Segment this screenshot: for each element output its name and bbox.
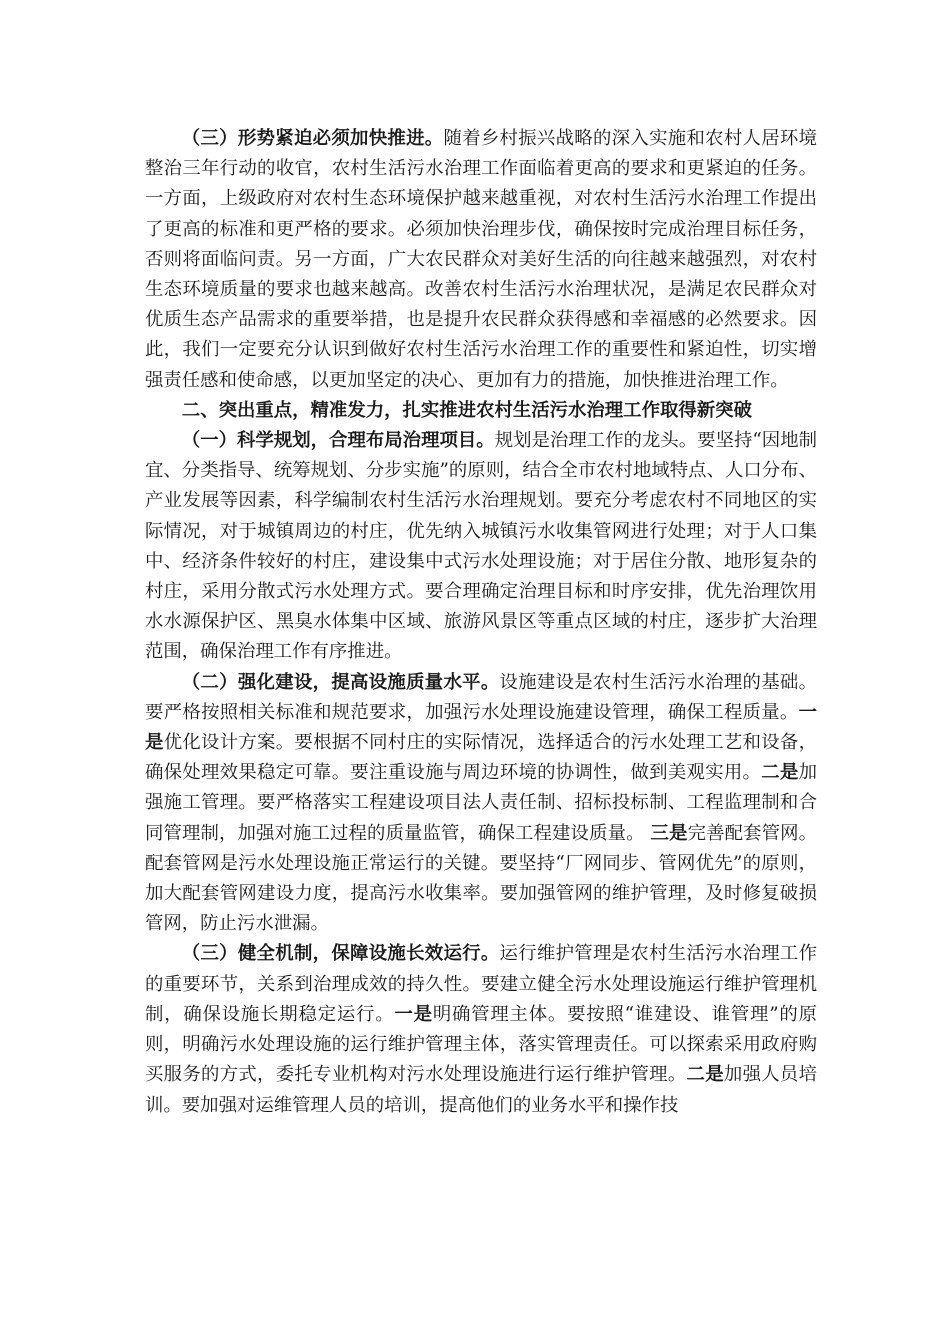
enum-marker-first: 一是: [394, 1003, 433, 1025]
paragraph-text: 明确管理主体。要按照“谁建设、谁管理”的原则，明确污水处理设施的运行维护管理主体，落实管理责任。可以探索采用政府购买服务的方式，委托专业机构对污水处理设施进行运行维护管理。: [145, 1003, 817, 1086]
paragraph-mechanism: [145, 939, 817, 1120]
paragraph-lead: （一）科学规划，合理布局治理项目。: [181, 430, 495, 452]
paragraph-construction: [145, 668, 817, 940]
document-body: [145, 124, 817, 1121]
paragraph-text: 加强人员培训。要加强对运维管理人员的培训，提高他们的业务水平和操作技: [145, 1064, 817, 1116]
paragraph-text: 完善配套管网。配套管网是污水处理设施正常运行的关键。要坚持“厂网同步、管网优先”的原则，加大配套管网建设力度，提高污水收集率。要加强管网的维护管理，及时修复破损管网，防止污水泄漏。: [145, 822, 817, 935]
paragraph-lead: （三）健全机制，保障设施长效运行。: [181, 943, 500, 965]
paragraph-text: 优化设计方案。要根据不同村庄的实际情况，选择适合的污水处理工艺和设备，确保处理效果稳定可靠。要注重设施与周边环境的协调性，做到美观实用。: [145, 732, 817, 784]
paragraph-text: 加强施工管理。要严格落实工程建设项目法人责任制、招标投标制、工程监理制和合同管理制，加强对施工过程的质量监管，确保工程建设质量。: [145, 762, 817, 844]
section-heading: 二、突出重点，精准发力，扎实推进农村生活污水治理工作取得新突破: [181, 399, 752, 421]
paragraph-text: 随着乡村振兴战略的深入实施和农村人居环境整治三年行动的收官，农村生活污水治理工作面临着更高的要求和更紧迫的任务。一方面，上级政府对农村生态环境保护越来越重视，对农村生活污水治理工作提出了更高的标准和更严格的要求。必须加快治理步伐，确保按时完成治理目标任务，否则将面临问责。另一方面，广大农民群众对美好生活的向往越来越强烈，对农村生态环境质量的要求也越来越高。改善农村生活污水治理状况，是满足农民群众对优质生态产品需求的重要举措，也是提升农民群众获得感和幸福感的必然要求。因此，我们一定要充分认识到做好农村生活污水治理工作的重要性和紧迫性，切实增强责任感和使命感，以更加坚定的决心、更加有力的措施，加快推进治理工作。: [145, 128, 817, 391]
enum-marker-first: 一是: [145, 701, 817, 754]
paragraph-text: 规划是治理工作的龙头。要坚持“因地制宜、分类指导、统筹规划、分步实施”的原则，结合全市农村地域特点、人口分布、产业发展等因素，科学编制农村生活污水治理规划。要充分考虑农村不同地区的实际情况，对于城镇周边的村庄，优先纳入城镇污水收集管网进行处理；对于人口集中、经济条件较好的村庄，建设集中式污水处理设施；对于居住分散、地形复杂的村庄，采用分散式污水处理方式。要合理确定治理目标和时序安排，优先治理饮用水水源保护区、黑臭水体集中区域、旅游风景区等重点区域的村庄，逐步扩大治理范围，确保治理工作有序推进。: [145, 430, 817, 663]
paragraph-text: 运行维护管理是农村生活污水治理工作的重要环节，关系到治理成效的持久性。要建立健全污水处理设施运行维护管理机制，确保设施长期稳定运行。: [145, 943, 817, 1025]
paragraph-planning: [145, 426, 817, 668]
paragraph-lead: （二）强化建设，提高设施质量水平。: [181, 671, 500, 693]
enum-marker-third: 三是: [650, 822, 688, 844]
paragraph-situation-urgency: [145, 124, 817, 396]
enum-marker-second: 二是: [686, 1064, 724, 1086]
paragraph-text: 设施建设是农村生活污水治理的基础。要严格按照相关标准和规范要求，加强污水处理设施建设管理，确保工程质量。: [145, 671, 817, 723]
enum-marker-second: 二是: [761, 762, 799, 784]
paragraph-lead: （三）形势紧迫必须加快推进。: [181, 128, 444, 149]
